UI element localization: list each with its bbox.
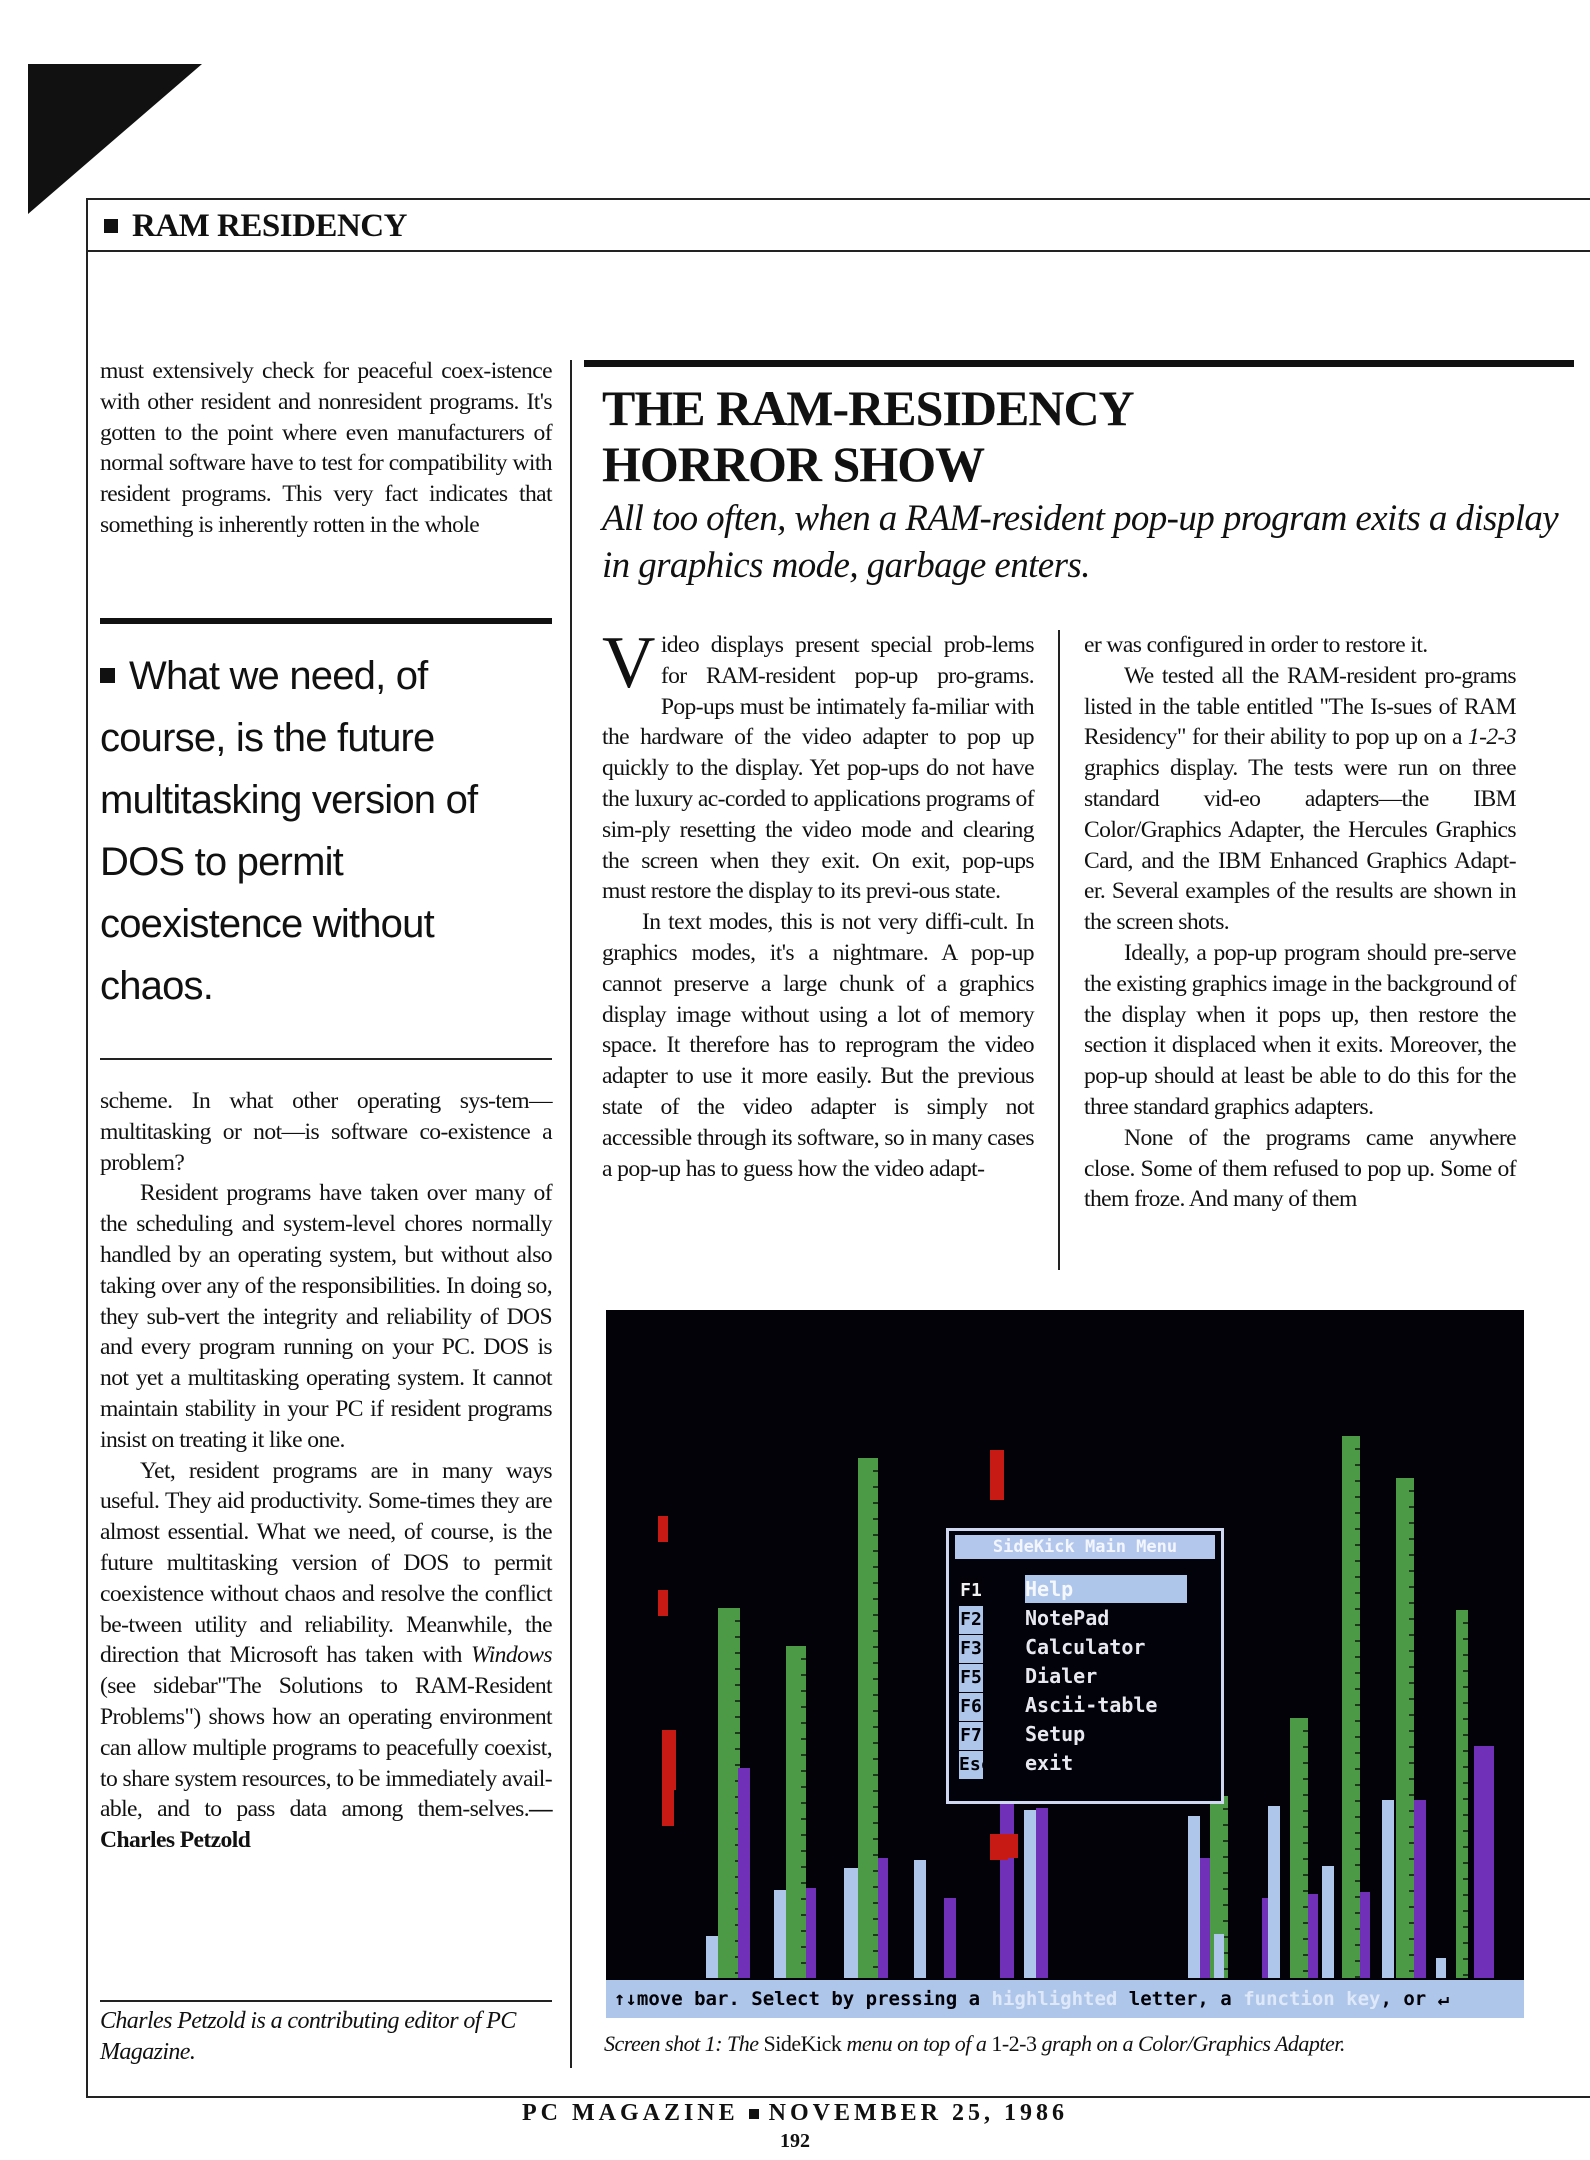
- bar-tick: [801, 1786, 806, 1788]
- bar-tick: [1355, 1848, 1360, 1850]
- graph-bar: [914, 1860, 926, 1978]
- caption-text: Screen shot 1: The: [604, 2031, 764, 2056]
- bar-tick: [873, 1854, 878, 1856]
- graph-bar: [1036, 1808, 1048, 1978]
- sidekick-menu-item: [959, 1604, 1207, 1632]
- bar-tick: [1463, 1622, 1468, 1624]
- sidekick-menu-item: [959, 1749, 1207, 1777]
- bar-tick: [1463, 1766, 1468, 1768]
- body-paragraph: In text modes, this is not very diffi-cult. In graphics modes, it's a nightmare. A pop-up cannot preserve a large chunk of a graphics display image without using a lot of memory space. It therefore has to reprogram the video adapter to use it more easily. But the previous state of the video adapter is simply not accessible through its software, so in many cases a pop-up has to guess how the video adapt-: [602, 909, 1034, 1182]
- bar-tick: [735, 1652, 740, 1654]
- column-divider: [570, 360, 572, 2068]
- menu-item-key: F2: [959, 1606, 983, 1634]
- bar-tick: [873, 1502, 878, 1504]
- sidekick-main-menu: [946, 1528, 1224, 1804]
- bar-tick: [1463, 1974, 1468, 1976]
- bar-tick: [1409, 1778, 1414, 1780]
- graph-bar: [844, 1868, 858, 1978]
- corner-triangle-decoration: [28, 64, 202, 214]
- body-paragraph: er was configured in order to restore it.: [1084, 632, 1428, 658]
- bar-tick: [1463, 1702, 1468, 1704]
- bar-tick: [1223, 1840, 1228, 1842]
- bar-tick: [873, 1694, 878, 1696]
- bar-tick: [735, 1668, 740, 1670]
- graph-bar: [1396, 1478, 1414, 1978]
- bar-tick: [1409, 1762, 1414, 1764]
- bar-tick: [1355, 1752, 1360, 1754]
- bar-tick: [1303, 1778, 1308, 1780]
- bar-tick: [801, 1882, 806, 1884]
- bar-tick: [1463, 1830, 1468, 1832]
- page-frame-bottom: [86, 2096, 1590, 2098]
- bar-tick: [1355, 1496, 1360, 1498]
- graph-artifact: [990, 1834, 1008, 1860]
- pull-quote-text: What we need, of course, is the future multitasking version of DOS to permit coexistence without chaos.: [100, 654, 478, 1008]
- bar-tick: [873, 1470, 878, 1472]
- graph-artifact: [662, 1790, 674, 1826]
- bar-tick: [1463, 1782, 1468, 1784]
- bar-tick: [1355, 1544, 1360, 1546]
- bar-tick: [873, 1710, 878, 1712]
- caption-product: SideKick: [763, 2031, 842, 2056]
- graph-bar: [1414, 1800, 1426, 1978]
- bar-tick: [1463, 1638, 1468, 1640]
- bar-tick: [801, 1850, 806, 1852]
- status-text-function-key: function key: [1243, 1988, 1381, 2010]
- graph-bar: [1200, 1858, 1210, 1978]
- bar-tick: [1223, 1808, 1228, 1810]
- bullet-square-icon: [104, 219, 118, 233]
- bar-tick: [1355, 1880, 1360, 1882]
- bar-tick: [1355, 1688, 1360, 1690]
- status-text: , or: [1380, 1988, 1438, 2010]
- graph-bar: [786, 1646, 806, 1978]
- graph-bar: [1436, 1958, 1446, 1978]
- bar-tick: [1463, 1846, 1468, 1848]
- bar-tick: [1223, 1920, 1228, 1922]
- paragraph-text: ideo displays present special prob-lems for RAM-resident pop-up pro-grams. Pop-ups must be intimately fa-miliar with the hardware of the video adapter to pop up quickly to the display. Yet pop-ups do not have the luxury ac-corded to applications programs of sim-ply resetting the video mode and clearing the screen when they exit. On exit, pop-ups must restore the display to its previ-ous state.: [602, 632, 1034, 905]
- graph-bar: [1308, 1894, 1318, 1978]
- paragraph-text: (see sidebar"The Solutions to RAM-Resident Problems") shows how an operating environment can allow multiple programs to peacefully coexist, to share system resources, to be immediately avail-able, and to pass data among them-selves.: [100, 1673, 552, 1823]
- bar-tick: [801, 1690, 806, 1692]
- body-paragraph: Ideally, a pop-up program should pre-serve the existing graphics image in the background of the display when it pops up, then restore the section it displaced when it exits. Moreover, the pop-up should at least be able to do this for the three standard graphics adapters.: [1084, 939, 1516, 1120]
- bar-tick: [1355, 1864, 1360, 1866]
- graph-bar: [1268, 1806, 1280, 1978]
- bar-tick: [1409, 1538, 1414, 1540]
- menu-item-label: exit: [1025, 1751, 1074, 1775]
- bar-tick: [873, 1566, 878, 1568]
- windows-title: Windows: [470, 1642, 552, 1669]
- sidebar-column-2: [1084, 630, 1516, 1215]
- body-paragraph: [602, 622, 1034, 907]
- caption-text: graph on a Color/Graphics Adapter.: [1036, 2031, 1345, 2056]
- bar-tick: [1355, 1832, 1360, 1834]
- bar-tick: [1355, 1480, 1360, 1482]
- menu-item-label: Dialer: [1025, 1664, 1098, 1688]
- bar-tick: [873, 1550, 878, 1552]
- bar-tick: [873, 1486, 878, 1488]
- bar-tick: [1409, 1746, 1414, 1748]
- bar-tick: [1463, 1926, 1468, 1928]
- section-header: [104, 206, 407, 246]
- menu-item-key: F1: [959, 1577, 983, 1605]
- bar-tick: [1463, 1878, 1468, 1880]
- caption-product: 1-2-3: [991, 2031, 1037, 2056]
- arrow-keys-icon: ↑↓: [614, 1988, 637, 2010]
- sidekick-menu-item: [959, 1575, 1207, 1603]
- bar-tick: [1303, 1890, 1308, 1892]
- bar-tick: [1355, 1736, 1360, 1738]
- bar-tick: [1463, 1910, 1468, 1912]
- body-paragraph: None of the programs came anywhere close. Some of them refused to pop up. Some of them froze. And many of them: [1084, 1124, 1516, 1213]
- sidekick-menu-item: [959, 1633, 1207, 1661]
- bar-tick: [873, 1630, 878, 1632]
- bar-tick: [1303, 1762, 1308, 1764]
- status-text-highlighted: highlighted: [991, 1988, 1118, 2010]
- sidebar-column-1: [602, 622, 1034, 1184]
- bar-tick: [735, 1716, 740, 1718]
- bar-tick: [735, 1636, 740, 1638]
- graph-bar: [878, 1858, 888, 1978]
- bar-tick: [1223, 1856, 1228, 1858]
- graph-bar: [718, 1608, 740, 1978]
- bar-tick: [1355, 1720, 1360, 1722]
- graph-bar: [1000, 1800, 1014, 1978]
- graph-bar: [1342, 1436, 1360, 1978]
- paragraph-text: Yet, resident programs are in many ways useful. They aid productivity. Some-times they are almost essential. What we need, of course, is the future multitasking version of DOS to permit coexistence without chaos and resolve the conflict be-tween utility and reliability. Meanwhile, the direction that Microsoft has taken with: [100, 1457, 552, 1669]
- bar-tick: [873, 1598, 878, 1600]
- paragraph-text: We tested all the RAM-resident pro-grams listed in the table entitled "The Is-sues of RAM Residency" for their ability to pop up on a: [1084, 662, 1516, 751]
- bar-tick: [873, 1742, 878, 1744]
- graph-artifact: [658, 1516, 668, 1542]
- bar-tick: [1355, 1448, 1360, 1450]
- page-number: 192: [780, 2130, 810, 2152]
- pull-quote: [100, 645, 552, 1017]
- bar-tick: [1355, 1816, 1360, 1818]
- body-paragraph: [1084, 661, 1516, 938]
- bar-tick: [1409, 1714, 1414, 1716]
- graph-bar: [1322, 1866, 1334, 1978]
- bar-tick: [1355, 1592, 1360, 1594]
- bar-tick: [873, 1758, 878, 1760]
- bar-tick: [873, 1534, 878, 1536]
- menu-item-key: F5: [959, 1664, 983, 1692]
- graph-bar: [738, 1768, 750, 1978]
- graph-bar: [1382, 1800, 1394, 1978]
- bar-tick: [735, 1732, 740, 1734]
- bar-tick: [801, 1738, 806, 1740]
- graph-bar: [858, 1458, 878, 1978]
- screenshot-caption: [604, 2030, 1584, 2058]
- enter-key-icon: ↵: [1437, 1988, 1450, 2010]
- screenshot-sidekick-graph: [606, 1310, 1524, 2018]
- graph-bar: [1290, 1718, 1308, 1978]
- graph-bar: [944, 1898, 956, 1978]
- bar-tick: [873, 1646, 878, 1648]
- bar-tick: [1463, 1670, 1468, 1672]
- bar-tick: [1409, 1618, 1414, 1620]
- bar-tick: [1463, 1894, 1468, 1896]
- bar-tick: [1223, 1872, 1228, 1874]
- bar-tick: [873, 1726, 878, 1728]
- bar-tick: [1303, 1858, 1308, 1860]
- page-frame-top: [86, 198, 1590, 200]
- menu-item-label: Setup: [1025, 1722, 1086, 1746]
- bar-tick: [1223, 1888, 1228, 1890]
- sidebar-title-line: THE RAM-RESIDENCY: [602, 380, 1134, 436]
- product-name: 1-2-3: [1467, 724, 1516, 751]
- menu-item-key: F6: [959, 1693, 983, 1721]
- bar-tick: [801, 1674, 806, 1676]
- bar-tick: [1463, 1718, 1468, 1720]
- pullquote-top-rule: [100, 618, 552, 624]
- graph-bar: [1474, 1746, 1494, 1978]
- section-title: RAM RESIDENCY: [132, 207, 407, 244]
- bar-tick: [735, 1620, 740, 1622]
- bar-tick: [1463, 1862, 1468, 1864]
- bullet-square-icon: [749, 2109, 759, 2119]
- bullet-square-icon: [100, 668, 115, 683]
- bar-tick: [1355, 1800, 1360, 1802]
- bar-tick: [1463, 1734, 1468, 1736]
- bar-tick: [1409, 1570, 1414, 1572]
- body-paragraph: Resident programs have taken over many of the scheduling and system-level chores normally handled by an operating system, but without also taking over any of the responsibilities. In doing so, they sub-vert the integrity and reliability of DOS and every program running on your PC. DOS is not yet a multitasking operating system. It cannot maintain stability in your PC if resident programs insist on treating it like one.: [100, 1180, 552, 1453]
- bar-tick: [1409, 1522, 1414, 1524]
- bar-tick: [1303, 1730, 1308, 1732]
- bar-tick: [873, 1774, 878, 1776]
- menu-item-key: F7: [959, 1722, 983, 1750]
- graph-bar: [1214, 1934, 1224, 1978]
- menu-item-label: NotePad: [1025, 1606, 1110, 1630]
- bar-tick: [1303, 1746, 1308, 1748]
- bar-tick: [1355, 1576, 1360, 1578]
- bar-tick: [735, 1764, 740, 1766]
- bar-tick: [801, 1658, 806, 1660]
- bar-tick: [1409, 1490, 1414, 1492]
- bar-tick: [1463, 1942, 1468, 1944]
- bar-tick: [1355, 1672, 1360, 1674]
- graph-bar: [1188, 1816, 1200, 1978]
- menu-item-label: Ascii-table: [1025, 1693, 1158, 1717]
- bar-tick: [873, 1822, 878, 1824]
- bar-tick: [873, 1678, 878, 1680]
- sidebar-title: [602, 380, 1582, 492]
- graph-bar: [1024, 1810, 1036, 1978]
- bar-tick: [1463, 1958, 1468, 1960]
- bar-tick: [1355, 1640, 1360, 1642]
- bar-tick: [801, 1818, 806, 1820]
- left-body-text: [100, 1086, 552, 1856]
- author-bio: Charles Petzold is a contributing editor of PC Magazine.: [100, 2008, 516, 2065]
- bar-tick: [1223, 1904, 1228, 1906]
- bar-tick: [801, 1770, 806, 1772]
- bar-tick: [1303, 1810, 1308, 1812]
- sidekick-menu-item: [959, 1691, 1207, 1719]
- graph-artifact: [1008, 1834, 1018, 1858]
- status-text: letter, a: [1117, 1988, 1244, 2010]
- page-frame-left: [86, 198, 88, 2098]
- bar-tick: [1409, 1650, 1414, 1652]
- bar-tick: [1355, 1560, 1360, 1562]
- bar-tick: [1409, 1794, 1414, 1796]
- body-paragraph: [100, 1456, 552, 1856]
- bar-tick: [1355, 1512, 1360, 1514]
- bar-tick: [1303, 1842, 1308, 1844]
- bar-tick: [801, 1834, 806, 1836]
- menu-item-label: Help: [1025, 1575, 1187, 1603]
- bar-tick: [801, 1722, 806, 1724]
- bar-tick: [735, 1748, 740, 1750]
- bar-tick: [1409, 1682, 1414, 1684]
- graph-bar: [806, 1888, 816, 1978]
- menu-item-key: F3: [959, 1635, 983, 1663]
- body-paragraph: scheme. In what other operating sys-tem—multitasking or not—is software co-existence a problem?: [100, 1088, 552, 1176]
- bar-tick: [1355, 1624, 1360, 1626]
- bar-tick: [1409, 1586, 1414, 1588]
- bar-tick: [1409, 1634, 1414, 1636]
- bar-tick: [1463, 1654, 1468, 1656]
- bar-tick: [1303, 1874, 1308, 1876]
- bar-tick: [1355, 1784, 1360, 1786]
- bar-tick: [873, 1518, 878, 1520]
- sidebar-title-line: HORROR SHOW: [602, 436, 985, 492]
- bar-tick: [1463, 1814, 1468, 1816]
- graph-bar: [774, 1890, 786, 1978]
- bar-tick: [735, 1684, 740, 1686]
- header-rule: [86, 250, 1590, 252]
- bar-tick: [873, 1614, 878, 1616]
- bar-tick: [1355, 1528, 1360, 1530]
- bar-tick: [1409, 1602, 1414, 1604]
- menu-item-key: Esc: [959, 1751, 983, 1779]
- intro-paragraph: must extensively check for peaceful coex-istence with other resident and nonresident programs. It's gotten to the point where even manufacturers of normal software have to test for compatibility with resident programs. This very fact indicates that something is inherently rotten in the whole: [100, 358, 552, 538]
- left-intro-text: [100, 356, 552, 541]
- bar-tick: [873, 1582, 878, 1584]
- bio-rule: [100, 2000, 552, 2002]
- sidekick-menu-title: SideKick Main Menu: [955, 1535, 1215, 1559]
- page-footer: [0, 2100, 1590, 2127]
- graph-artifact: [990, 1450, 1004, 1500]
- bar-tick: [1355, 1704, 1360, 1706]
- bar-tick: [1463, 1798, 1468, 1800]
- menu-item-label: Calculator: [1025, 1635, 1146, 1659]
- bar-tick: [1355, 1464, 1360, 1466]
- bar-tick: [873, 1662, 878, 1664]
- author-signature: —Charles Petzold: [100, 1796, 552, 1854]
- sidebar-deck: All too often, when a RAM-resident pop-up program exits a display in graphics mode, garbage enters.: [602, 498, 1559, 586]
- paragraph-text: graphics display. The tests were run on three standard vid-eo adapters—the IBM Color/Graphics Adapter, the Hercules Graphics Card, and the IBM Enhanced Graphics Adapt-er. Several examples of the results are shown in the screen shots.: [1084, 755, 1516, 936]
- bar-tick: [873, 1790, 878, 1792]
- bar-tick: [1355, 1656, 1360, 1658]
- pullquote-bottom-rule: [100, 1058, 552, 1060]
- status-text: move bar. Select by pressing a: [636, 1988, 992, 2010]
- drop-cap: V: [602, 622, 655, 704]
- sidekick-menu-item: [959, 1662, 1207, 1690]
- caption-text: menu on top of a: [841, 2031, 992, 2056]
- bar-tick: [1409, 1730, 1414, 1732]
- bar-tick: [801, 1866, 806, 1868]
- magazine-name: PC MAGAZINE: [521, 2100, 739, 2126]
- bar-tick: [1409, 1666, 1414, 1668]
- bar-tick: [1463, 1686, 1468, 1688]
- graph-bar: [1456, 1610, 1468, 1978]
- bar-tick: [1355, 1768, 1360, 1770]
- bar-tick: [1463, 1750, 1468, 1752]
- bar-tick: [873, 1806, 878, 1808]
- bar-tick: [801, 1754, 806, 1756]
- graph-bar: [1360, 1892, 1370, 1978]
- graph-artifact: [658, 1590, 668, 1616]
- bar-tick: [1303, 1794, 1308, 1796]
- bar-tick: [735, 1700, 740, 1702]
- sidebar-top-bar: [584, 360, 1574, 367]
- sidekick-menu-item: [959, 1720, 1207, 1748]
- bar-tick: [801, 1802, 806, 1804]
- bar-tick: [1409, 1554, 1414, 1556]
- bar-tick: [1303, 1826, 1308, 1828]
- bar-tick: [1223, 1824, 1228, 1826]
- sidekick-status-line: [606, 1980, 1524, 2018]
- bar-tick: [873, 1838, 878, 1840]
- sidebar-column-divider: [1058, 630, 1060, 1270]
- bar-tick: [1409, 1698, 1414, 1700]
- bar-tick: [1355, 1608, 1360, 1610]
- graph-artifact: [662, 1730, 676, 1790]
- bar-tick: [801, 1706, 806, 1708]
- bar-tick: [1409, 1506, 1414, 1508]
- issue-date: NOVEMBER 25, 1986: [768, 2100, 1068, 2126]
